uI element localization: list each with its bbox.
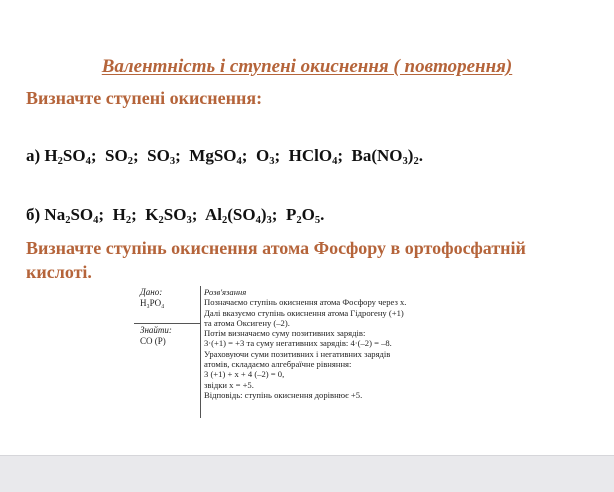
solution-table bbox=[134, 286, 474, 420]
item-label: а) bbox=[26, 146, 45, 165]
formula: $SO_3$ bbox=[147, 146, 176, 168]
separator: ; bbox=[271, 205, 286, 224]
task-heading-2: Визначте ступінь окиснення атома Фосфору в ортофосфатній кислоті. bbox=[26, 238, 526, 282]
formula: $H_2SO_4$ bbox=[44, 146, 91, 168]
formula-line-a bbox=[26, 146, 423, 167]
separator: ; bbox=[337, 146, 352, 165]
find-label: Знайти: bbox=[140, 325, 172, 335]
separator: . bbox=[418, 146, 423, 165]
solution-line: 3·(+1) = +3 та суму негативних зарядів: 4·(–2) = –8. bbox=[204, 338, 392, 349]
solution-line: Позначаємо ступінь окиснення атома Фосфору через x. bbox=[204, 297, 407, 308]
bottom-bar bbox=[0, 455, 614, 492]
formula: $SO_2$ bbox=[105, 146, 133, 168]
page-title: Валентність і ступені окиснення ( повторення) bbox=[101, 56, 513, 77]
formula: MgSO$_4$ bbox=[189, 146, 242, 168]
separator: ; bbox=[98, 205, 113, 224]
separator: ; bbox=[175, 146, 190, 165]
formula: $H_2$ bbox=[112, 205, 132, 227]
solution-line: Далі вказуємо ступінь окиснення атома Гідрогену (+1) bbox=[204, 307, 404, 318]
solution-line: та атома Оксигену (–2). bbox=[204, 317, 290, 328]
find-value: СО (Р) bbox=[140, 336, 166, 346]
item-label: б) bbox=[26, 205, 45, 224]
task-heading-1: Визначте ступені окиснення: bbox=[26, 88, 263, 108]
separator: ; bbox=[133, 146, 148, 165]
formula: $Al_2(SO_4)_3$ bbox=[204, 205, 272, 227]
formula-line-b bbox=[26, 205, 324, 226]
formula: $O_3$ bbox=[255, 146, 275, 168]
solution-divider bbox=[200, 286, 201, 418]
formula: $Ba(NO_3)_2$ bbox=[351, 146, 419, 168]
solution-line: атомів, складаємо алгебраїчне рівняння: bbox=[204, 359, 352, 370]
solution-heading: Розв'язання bbox=[204, 287, 247, 297]
separator: ; bbox=[191, 205, 205, 224]
separator: ; bbox=[241, 146, 256, 165]
separator: . bbox=[320, 205, 325, 224]
formula: $Na_2SO_4$ bbox=[44, 205, 99, 227]
solution-line: 3 (+1) + x + 4 (–2) = 0, bbox=[204, 369, 285, 380]
formula: $P_2O_5$ bbox=[285, 205, 321, 227]
solution-answer: Відповідь: ступінь окиснення дорівнює +5. bbox=[204, 389, 363, 400]
formula: HClO$_4$ bbox=[288, 146, 338, 168]
given-divider bbox=[134, 323, 200, 324]
solution-line: Потім визначаємо суму позитивних зарядів: bbox=[204, 328, 366, 339]
separator: ; bbox=[131, 205, 146, 224]
formula: $K_2SO_3$ bbox=[145, 205, 192, 227]
given-value: H₃PO₄ bbox=[140, 298, 165, 308]
solution-lines bbox=[204, 287, 479, 400]
solution-line: звідки x = +5. bbox=[204, 379, 254, 390]
separator: ; bbox=[90, 146, 106, 165]
separator: ; bbox=[274, 146, 289, 165]
given-label: Дано: bbox=[140, 287, 163, 297]
solution-line: Ураховуючи суми позитивних і негативних зарядів bbox=[204, 348, 391, 359]
